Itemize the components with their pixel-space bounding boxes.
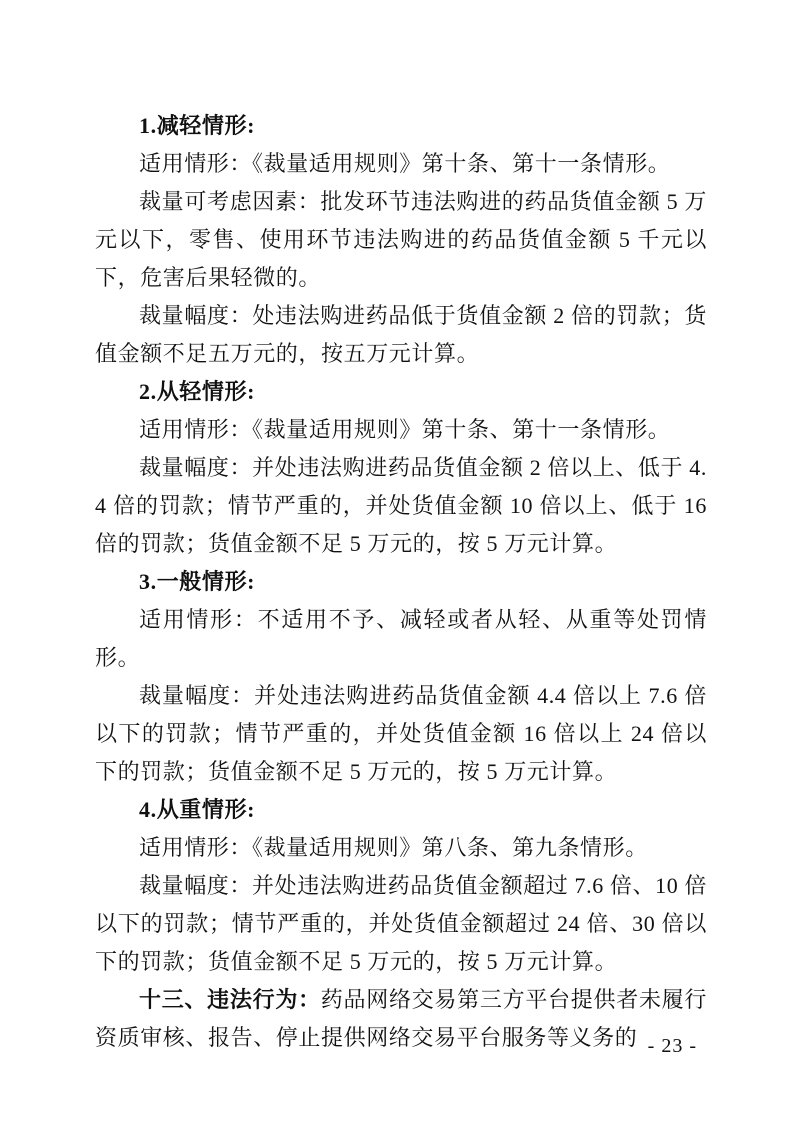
paragraph-applicable-circumstances: 适用情形：《裁量适用规则》第八条、第九条情形。 xyxy=(139,835,648,860)
paragraph-applicable-circumstances: 适用情形：《裁量适用规则》第十条、第十一条情形。 xyxy=(139,417,671,442)
section-mitigated-penalty xyxy=(95,107,707,373)
paragraph-applicable-circumstances: 适用情形：《裁量适用规则》第十条、第十一条情形。 xyxy=(139,151,671,176)
paragraph-discretion-range: 裁量幅度：处违法购进药品低于货值金额 2 倍的罚款；货值金额不足五万元的，按五万元计算。 xyxy=(95,303,707,366)
document-body xyxy=(95,107,707,1057)
paragraph-item-thirteen-illegal-act xyxy=(95,981,707,1057)
paragraph-discretion-range: 裁量幅度：并处违法购进药品货值金额 4.4 倍以上 7.6 倍以下的罚款；情节严重的，并处货值金额 16 倍以上 24 倍以下的罚款；货值金额不足 5 万元的，按 5 万元计算。 xyxy=(95,683,707,784)
page-number: - 23 - xyxy=(647,1035,697,1057)
section-heading: 1.减轻情形: xyxy=(139,113,256,138)
section-heading: 2.从轻情形: xyxy=(139,379,256,404)
section-general-penalty xyxy=(95,563,707,791)
paragraph-discretion-factors: 裁量可考虑因素：批发环节违法购进的药品货值金额 5 万元以下，零售、使用环节违法购进的药品货值金额 5 千元以下，危害后果轻微的。 xyxy=(95,189,707,290)
section-heavier-penalty xyxy=(95,791,707,981)
section-heading: 4.从重情形: xyxy=(139,797,256,822)
paragraph-discretion-range: 裁量幅度：并处违法购进药品货值金额 2 倍以上、低于 4.4 倍的罚款；情节严重的，并处货值金额 10 倍以上、低于 16 倍的罚款；货值金额不足 5 万元的，按 5 万元计算。 xyxy=(95,455,707,556)
section-lighter-penalty xyxy=(95,373,707,563)
paragraph-discretion-range: 裁量幅度：并处违法购进药品货值金额超过 7.6 倍、10 倍以下的罚款；情节严重的，并处货值金额超过 24 倍、30 倍以下的罚款；货值金额不足 5 万元的，按 5 万元计算。 xyxy=(95,873,708,974)
paragraph-applicable-circumstances: 适用情形：不适用不予、减轻或者从轻、从重等处罚情形。 xyxy=(95,607,707,670)
item-thirteen-lead-label: 十三、违法行为： xyxy=(139,987,321,1012)
item-thirteen-description: 药品网络交易第三方平台提供者未履行资质审核、报告、停止提供网络交易平台服务等义务的 xyxy=(95,987,707,1050)
section-heading: 3.一般情形: xyxy=(139,569,256,594)
